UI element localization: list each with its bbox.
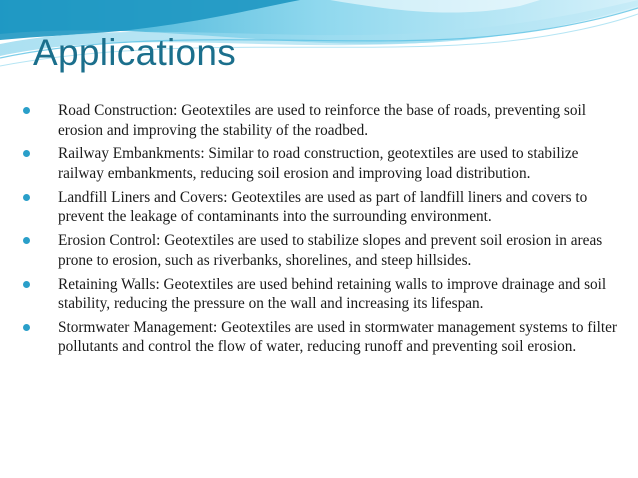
bullet-icon <box>23 237 30 244</box>
bullet-text: Retaining Walls: Geotextiles are used behind retaining walls to improve drainage and soil stability, reducing the pressure on the wall and increasing its lifespan. <box>58 275 607 313</box>
bullet-icon <box>23 324 30 331</box>
bullet-icon <box>23 281 30 288</box>
list-item <box>20 144 620 183</box>
page-title: Applications <box>33 32 237 73</box>
bullet-icon <box>23 107 30 114</box>
list-item <box>20 275 620 314</box>
bullet-text: Erosion Control: Geotextiles are used to stabilize slopes and prevent soil erosion in areas prone to erosion, such as riverbanks, shorelines, and steep hillsides. <box>58 232 603 269</box>
list-item <box>20 101 620 140</box>
list-item <box>20 318 620 357</box>
list-item <box>20 188 620 227</box>
bullet-text: Road Construction: Geotextiles are used to reinforce the base of roads, preventing soil erosion and improving the stability of the roadbed. <box>58 102 587 139</box>
bullet-icon <box>23 150 30 157</box>
bullet-text: Stormwater Management: Geotextiles are used in stormwater management systems to filter pollutants and control the flow of water, reducing runoff and preventing soil erosion. <box>58 318 618 356</box>
bullet-list <box>20 101 620 361</box>
bullet-icon <box>23 194 30 201</box>
bullet-text: Landfill Liners and Covers: Geotextiles are used as part of landfill liners and covers to prevent the leakage of contaminants into the surrounding environment. <box>58 188 588 226</box>
bullet-text: Railway Embankments: Similar to road construction, geotextiles are used to stabilize railway embankments, reducing soil erosion and improving load distribution. <box>58 145 579 182</box>
list-item <box>20 231 620 270</box>
